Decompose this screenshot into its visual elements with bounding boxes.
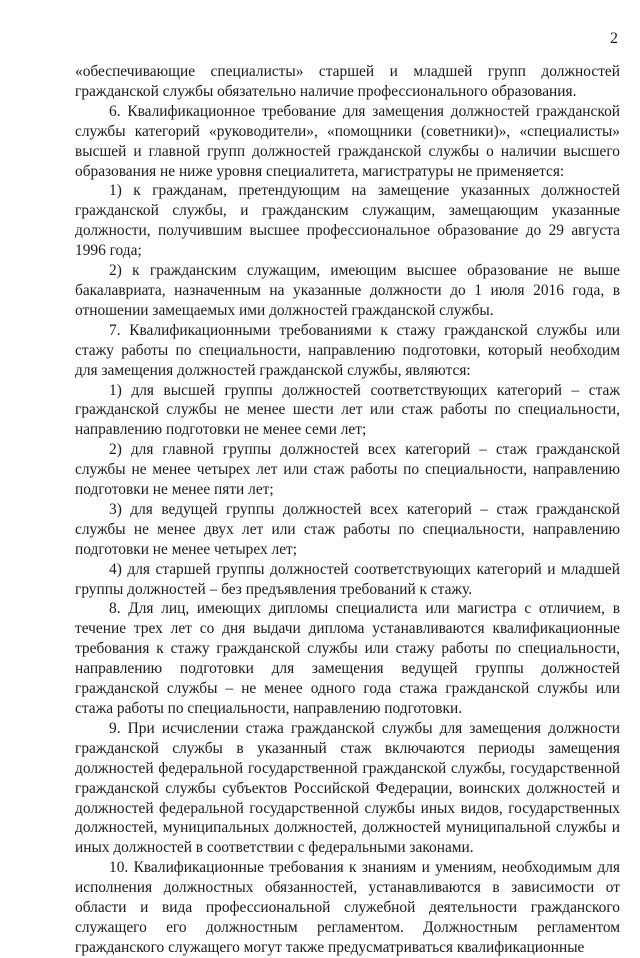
paragraph-7-item-1: 1) для высшей группы должностей соответствующих категорий – стаж гражданской службы не менее шести лет или стаж работы по специальности, направлению подготовки не менее семи лет; (75, 381, 620, 439)
document-body (75, 62, 620, 958)
paragraph-8: 8. Для лиц, имеющих дипломы специалиста или магистра с отличием, в течение трех лет со дня выдачи диплома устанавливаются квалификационные требования к стажу гражданской службы или стажу работы по специальности, направлению подготовки для замещения ведущей группы должностей гражданской службы – не менее одного года стажа гражданской службы или стажа работы по специальности, направлению подготовки. (75, 600, 620, 717)
paragraph-7-item-4: 4) для старшей группы должностей соответствующих категорий и младшей группы должностей – без предъявления требований к стажу. (75, 560, 620, 598)
paragraph-continuation: «обеспечивающие специалисты» старшей и младшей групп должностей гражданской службы обязательно наличие профессионального образования. (75, 63, 620, 100)
paragraph-6-item-2: 2) к гражданским служащим, имеющим высшее образование не выше бакалавриата, назначенным на указанные должности до 1 июля 2016 года, в отношении замещаемых ими должностей гражданской службы. (75, 262, 620, 319)
paragraph-7: 7. Квалификационными требованиями к стажу гражданской службы или стажу работы по специальности, направлению подготовки, который необходим для замещения должностей гражданской службы, являются: (75, 321, 620, 379)
page-number: 2 (610, 30, 618, 47)
paragraph-10: 10. Квалификационные требования к знаниям и умениям, необходимым для исполнения должностных обязанностей, устанавливаются в зависимости от области и вида профессиональной служебной деятельности гражданского служащего его должностным регламентом. Должностным регламентом гражданского служащего могут также предусматриваться квалификационные (75, 859, 620, 956)
paragraph-6-item-1: 1) к гражданам, претендующим на замещение указанных должностей гражданской службы, и гражданским служащим, замещающим указанные должности, получившим высшее профессиональное образование до 29 августа 1996 года; (75, 182, 620, 260)
paragraph-9: 9. При исчислении стажа гражданской службы для замещения должности гражданской службы в указанный стаж включаются периоды замещения должностей федеральной государственной гражданской службы, государственной гражданской службы субъектов Российской Федерации, воинских должностей и должностей федеральной государственной службы иных видов, государственных должностей, муниципальных должностей, должностей муниципальной службы и иных должностей в соответствии с федеральными законами. (75, 719, 620, 857)
paragraph-7-item-2: 2) для главной группы должностей всех категорий – стаж гражданской службы не менее четырех лет или стаж работы по специальности, направлению подготовки не менее пяти лет; (75, 441, 620, 499)
paragraph-7-item-3: 3) для ведущей группы должностей всех категорий – стаж гражданской службы не менее двух лет или стаж работы по специальности, направлению подготовки не менее четырех лет; (75, 500, 620, 558)
paragraph-6: 6. Квалификационное требование для замещения должностей гражданской службы категорий «руководители», «помощники (советники)», «специалисты» высшей и главной групп должностей гражданской службы о наличии высшего образования не ниже уровня специалитета, магистратуры не применяется: (75, 102, 620, 180)
